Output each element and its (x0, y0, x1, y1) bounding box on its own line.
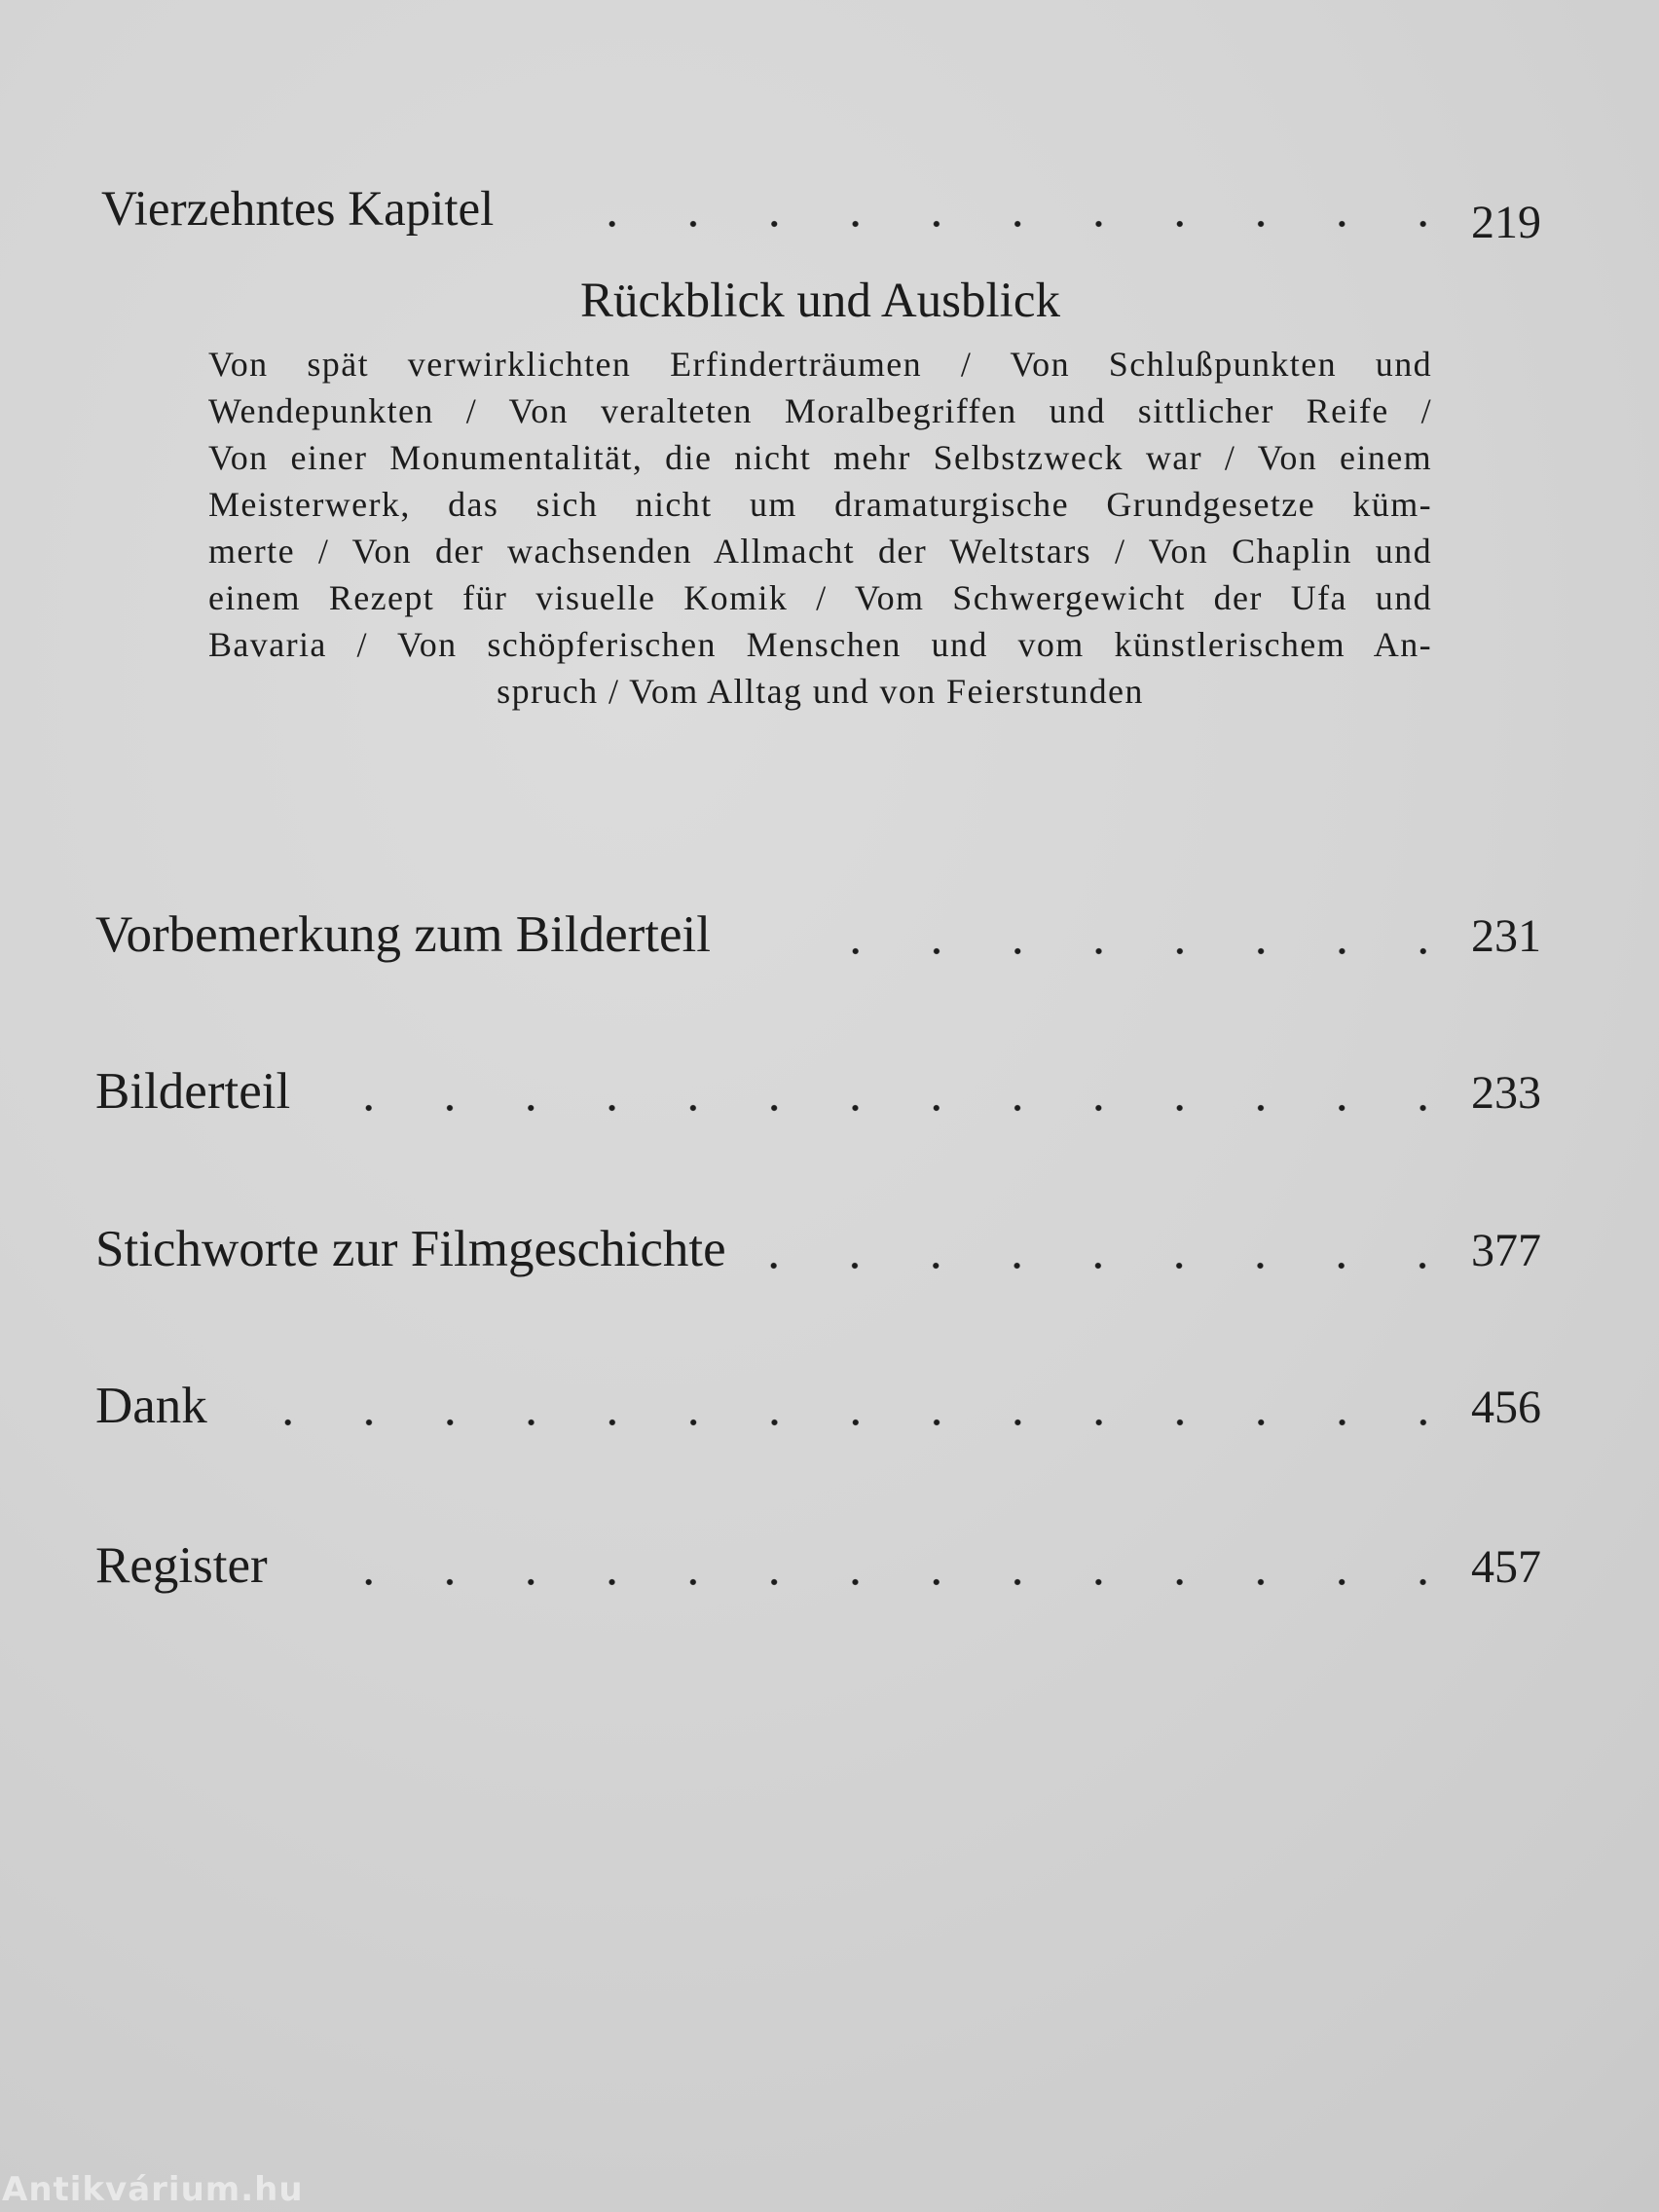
entry-page-number: 377 (1471, 1225, 1541, 1276)
entry-page-number: 457 (1471, 1541, 1541, 1593)
entry-title: Dank (95, 1378, 207, 1434)
summary-line: Wendepunkten / Von veralteten Moralbegriffen und sittlicher Reife / (208, 391, 1432, 430)
summary-line: einem Rezept für visuelle Komik / Vom Schwergewicht der Ufa und (208, 578, 1432, 617)
summary-line: merte / Von der wachsenden Allmacht der Weltstars / Von Chaplin und (208, 532, 1432, 571)
chapter-summary (208, 341, 1432, 715)
chapter-title: Vierzehntes Kapitel (101, 182, 495, 237)
summary-line: Von spät verwirklichten Erfinderträumen / Von Schlußpunkten und (208, 345, 1432, 384)
entry-title: Register (95, 1537, 268, 1594)
toc-entry (0, 1375, 1659, 1437)
watermark: Antikvárium.hu (2, 2170, 304, 2209)
summary-line: Meisterwerk, das sich nicht um dramaturgische Grundgesetze küm- (208, 485, 1432, 524)
chapter-subtitle: Rückblick und Ausblick (580, 274, 1060, 328)
entry-title: Stichworte zur Filmgeschichte (95, 1221, 726, 1277)
dot-leader (328, 1103, 1463, 1113)
entry-page-number: 456 (1471, 1382, 1541, 1433)
summary-line: spruch / Vom Alltag und von Feierstunden (497, 672, 1144, 711)
summary-line: Von einer Monumentalität, die nicht mehr Selbstzweck war / Von einem (208, 438, 1432, 477)
toc-entry-chapter (0, 178, 1659, 248)
entry-title: Vorbemerkung zum Bilderteil (95, 906, 711, 963)
summary-line: Bavaria / Von schöpferischen Menschen und vom künstlerischem An- (208, 625, 1432, 664)
chapter-page-number: 219 (1471, 197, 1541, 248)
toc-entry (0, 903, 1659, 966)
entry-page-number: 231 (1471, 910, 1541, 962)
toc-entry (0, 1060, 1659, 1123)
dot-leader (733, 1261, 1463, 1271)
dot-leader (328, 1577, 1463, 1587)
toc-entry (0, 1534, 1659, 1597)
entry-page-number: 233 (1471, 1067, 1541, 1119)
entry-title: Bilderteil (95, 1063, 291, 1120)
dot-leader (815, 946, 1463, 956)
toc-entry (0, 1218, 1659, 1280)
dot-leader (247, 1418, 1464, 1427)
dot-leader (571, 219, 1463, 229)
